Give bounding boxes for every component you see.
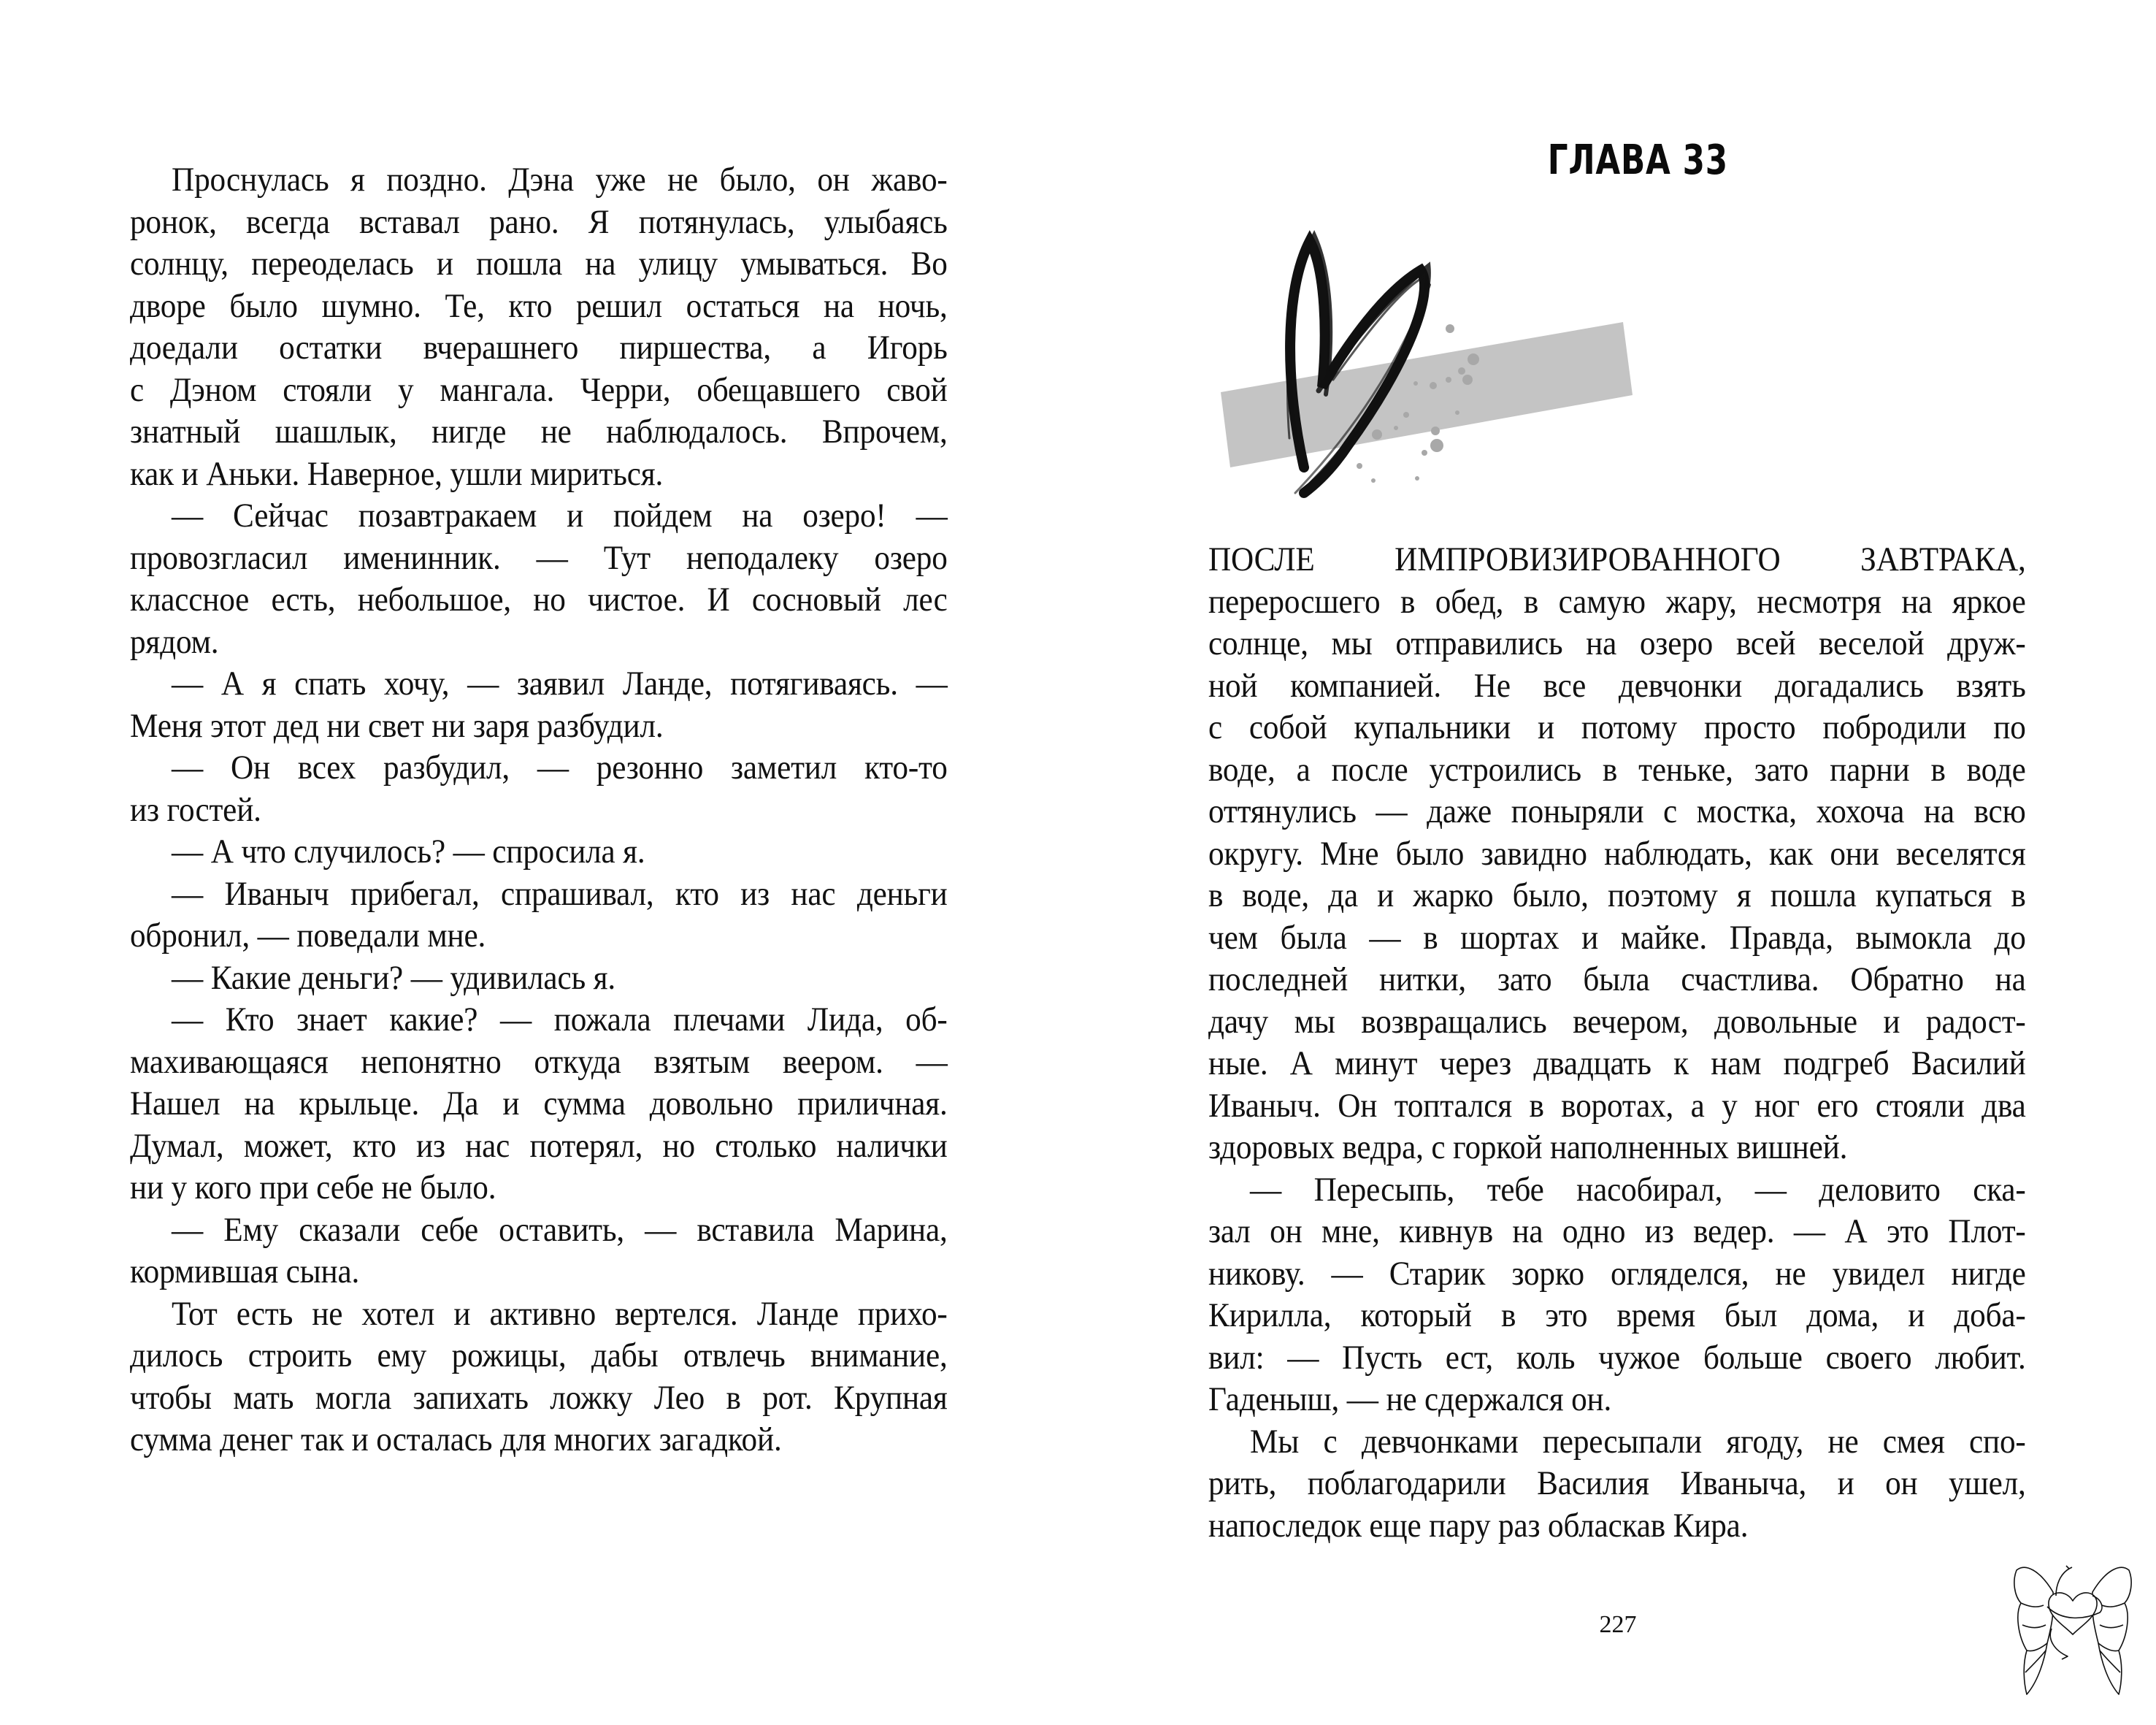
text-line: Меня этот дед ни свет ни заря разбудил. [130,706,664,745]
text-line: Нашел на крыльце. Да и сумма довольно приличная. [130,1085,948,1122]
text-line: последней нитки, зато была счастлива. Обратно на [1208,960,2026,998]
text-line: — А что случилось? — спросила я. [172,833,645,871]
text-line: воде, а после устроились в теньке, зато парни в воде [1208,750,2026,789]
text-line: Мы с девчонками пересыпали ягоду, не смея спо- [1250,1422,2026,1461]
text-line: — Какие деньги? — удивилась я. [172,958,615,997]
right-page [1078,0,2156,1725]
text-line: ной компанией. Не все девчонки догадались взять [1208,666,2026,705]
text-line: оттянулись — даже поныряли с мостка, хохоча на всю [1208,792,2026,830]
text-line: знатный шашлык, нигде не наблюдалось. Впрочем, [130,413,948,451]
text-line: Проснулась я поздно. Дэна уже не было, он жаво- [172,161,948,199]
text-line: дилось строить ему рожицы, дабы отвлечь внимание, [130,1336,948,1374]
text-line: зал он мне, кивнув на одно из ведер. — А это Плот- [1208,1212,2026,1250]
text-line: в воде, да и жарко было, поэтому я пошла купаться в [1208,876,2026,914]
left-page-text [130,159,948,1461]
text-line: никову. — Старик зорко огляделся, не увидел нигде [1208,1254,2026,1293]
text-line: переросшего в обед, в самую жару, несмотря на яркое [1208,582,2026,621]
text-line: солнце, мы отправились на озеро всей веселой друж- [1208,624,2026,662]
text-line: ронок, всегда вставал рано. Я потянулась, улыбаясь [130,202,948,241]
text-line: с собой купальники и потому просто побродили по [1208,708,2026,746]
text-line: напоследок еще пару раз обласкав Кира. [1208,1506,1749,1545]
text-line: — А я спать хочу, — заявил Ланде, потягиваясь. — [172,665,948,703]
text-line: доедали остатки вчерашнего пиршества, а Игорь [130,329,948,367]
page-number: 227 [1599,1611,1637,1638]
text-line: округу. Мне было завидно наблюдать, как они веселятся [1208,834,2026,873]
text-line: сумма денег так и осталась для многих загадкой. [130,1420,782,1458]
text-line: дворе было шумно. Те, кто решил остаться на ночь, [130,286,948,325]
text-line: — Пересыпь, тебе насобирал, — деловито ска- [1250,1170,2026,1209]
right-page-text [1208,539,2026,1547]
text-line: Гаденыш, — не сдержался он. [1208,1380,1612,1418]
text-line: — Кто знает какие? — пожала плечами Лида, об- [172,1001,948,1039]
text-line: рядом. [130,622,219,661]
text-line: из гостей. [130,790,261,829]
text-line: ни у кого при себе не было. [130,1169,496,1206]
text-line: Думал, может, кто из нас потерял, но столько налички [130,1126,948,1165]
text-line: — Ему сказали себе оставить, — вставила Марина, [172,1210,948,1249]
text-line: солнцу, переоделась и пошла на улицу умываться. Во [130,245,948,283]
text-line: — Он всех разбудил, — резонно заметил кто-то [172,749,948,787]
brush-heart-icon [1216,204,1647,511]
text-line: махивающаяся непонятно откуда взятым веером. — [130,1042,948,1081]
text-line: кормившая сына. [130,1252,360,1290]
chapter-title: ГЛАВА 33 [1547,137,1728,184]
text-line: чем была — в шортах и майке. Правда, вымокла до [1208,918,2026,957]
text-line: как и Аньки. Наверное, ушли мириться. [130,454,664,493]
winged-heart-icon [2011,1556,2135,1705]
text-line: провозгласил именинник. — Тут неподалеку озеро [130,538,948,577]
text-line: Тот есть не хотел и активно вертелся. Ланде прихо- [172,1294,948,1333]
text-line: — Сейчас позавтракаем и пойдем на озеро! — [172,497,948,535]
text-line: рить, поблагодарили Василия Иваныча, и он ушел, [1208,1464,2026,1502]
text-line: ные. А минут через двадцать к нам подгреб Василий [1208,1044,2026,1082]
text-line: — Иваныч прибегал, спрашивал, кто из нас деньги [172,874,948,913]
text-line: Кирилла, который в это время был дома, и доба- [1208,1296,2026,1334]
text-line: чтобы мать могла запихать ложку Лео в рот. Крупная [130,1378,948,1417]
text-line: ПОСЛЕ ИМПРОВИЗИРОВАННОГО ЗАВТРАКА, [1208,540,2026,578]
text-line: классное есть, небольшое, но чистое. И сосновый лес [130,581,948,619]
text-line: обронил, — поведали мне. [130,917,486,955]
text-line: дачу мы возвращались вечером, довольные и радост- [1208,1002,2026,1041]
text-line: вил: — Пусть ест, коль чужое больше своего любит. [1208,1338,2026,1377]
text-line: здоровых ведра, с горкой наполненных вишней. [1208,1128,1848,1166]
text-line: с Дэном стояли у мангала. Черри, обещавшего свой [130,370,948,409]
text-line: Иваныч. Он топтался в воротах, а у ног его стояли два [1208,1086,2026,1125]
